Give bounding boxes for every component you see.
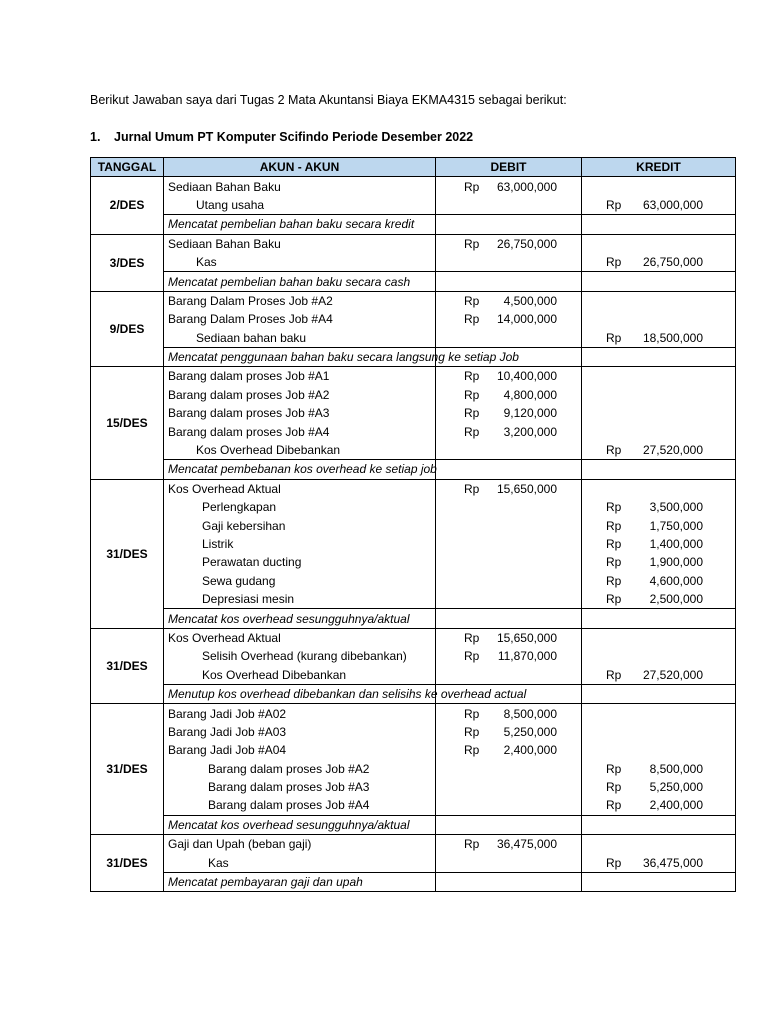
currency-label: Rp <box>464 387 480 402</box>
journal-entry-row <box>91 177 736 196</box>
account-name: Gaji kebersihan <box>164 516 436 534</box>
credit-cell <box>582 778 736 796</box>
credit-cell <box>582 535 736 553</box>
credit-value: 27,520,000 <box>642 667 703 682</box>
credit-cell <box>582 310 736 328</box>
account-name: Kos Overhead Dibebankan <box>164 441 436 460</box>
debit-cell <box>436 741 582 759</box>
credit-amount <box>586 517 731 535</box>
debit-cell <box>436 177 582 196</box>
debit-cell <box>436 329 582 348</box>
currency-label: Rp <box>606 197 622 212</box>
debit-amount <box>440 835 577 853</box>
empty-credit-cell <box>582 272 736 291</box>
intro-text: Berikut Jawaban saya dari Tugas 2 Mata Akuntansi Biaya EKMA4315 sebagai berikut: <box>90 93 567 107</box>
debit-amount <box>440 404 577 422</box>
debit-cell <box>436 367 582 386</box>
credit-cell <box>582 329 736 348</box>
empty-debit-cell <box>436 215 582 234</box>
currency-label: Rp <box>606 330 622 345</box>
debit-amount <box>440 386 577 404</box>
debit-amount <box>440 423 577 441</box>
currency-label: Rp <box>606 500 622 515</box>
credit-amount <box>586 441 731 459</box>
credit-cell <box>582 666 736 685</box>
currency-label: Rp <box>464 424 480 439</box>
journal-entry-row <box>91 853 736 872</box>
credit-cell <box>582 479 736 498</box>
journal-body <box>91 177 736 892</box>
journal-entry-row <box>91 329 736 348</box>
debit-value: 4,500,000 <box>503 293 557 308</box>
account-name: Barang dalam proses Job #A3 <box>164 404 436 422</box>
account-name: Kos Overhead Aktual <box>164 479 436 498</box>
account-name: Sediaan Bahan Baku <box>164 177 436 196</box>
debit-cell <box>436 590 582 609</box>
account-name: Sediaan Bahan Baku <box>164 234 436 253</box>
credit-cell <box>582 404 736 422</box>
account-name: Barang Jadi Job #A02 <box>164 704 436 723</box>
journal-entry-row <box>91 647 736 665</box>
journal-entry-row <box>91 835 736 854</box>
account-name: Barang dalam proses Job #A2 <box>164 760 436 778</box>
debit-cell <box>436 498 582 516</box>
debit-cell <box>436 479 582 498</box>
debit-value: 3,200,000 <box>503 424 557 439</box>
debit-amount <box>440 310 577 328</box>
currency-label: Rp <box>464 406 480 421</box>
journal-entry-row <box>91 498 736 516</box>
currency-label: Rp <box>464 293 480 308</box>
debit-amount <box>440 480 577 498</box>
empty-credit-cell <box>582 872 736 891</box>
empty-credit-cell <box>582 215 736 234</box>
journal-entry-row <box>91 404 736 422</box>
description-row <box>91 872 736 891</box>
debit-cell <box>436 760 582 778</box>
empty-debit-cell <box>436 815 582 834</box>
entry-description: Mencatat pembayaran gaji dan upah <box>164 872 436 891</box>
credit-value: 26,750,000 <box>642 255 703 270</box>
account-name: Perawatan ducting <box>164 553 436 571</box>
account-name: Kos Overhead Aktual <box>164 628 436 647</box>
credit-amount <box>586 666 731 684</box>
currency-label: Rp <box>464 630 480 645</box>
journal-entry-row <box>91 778 736 796</box>
journal-entry-row <box>91 253 736 272</box>
credit-value: 27,520,000 <box>642 443 703 458</box>
currency-label: Rp <box>464 743 480 758</box>
empty-debit-cell <box>436 872 582 891</box>
empty-credit-cell <box>582 684 736 703</box>
account-name: Perlengkapan <box>164 498 436 516</box>
credit-amount <box>586 196 731 214</box>
debit-cell <box>436 553 582 571</box>
debit-cell <box>436 291 582 310</box>
credit-cell <box>582 234 736 253</box>
empty-debit-cell <box>436 272 582 291</box>
account-name: Barang Jadi Job #A03 <box>164 723 436 741</box>
credit-value: 3,500,000 <box>649 500 703 515</box>
entry-description: Mencatat pembelian bahan baku secara kredit <box>164 215 436 234</box>
currency-label: Rp <box>606 855 622 870</box>
header-kredit: KREDIT <box>582 158 736 177</box>
account-name: Kos Overhead Dibebankan <box>164 666 436 685</box>
credit-amount <box>586 553 731 571</box>
debit-value: 15,650,000 <box>496 630 557 645</box>
currency-label: Rp <box>606 537 622 551</box>
currency-label: Rp <box>464 724 480 739</box>
debit-cell <box>436 441 582 460</box>
currency-label: Rp <box>606 518 622 533</box>
debit-amount <box>440 741 577 759</box>
credit-cell <box>582 723 736 741</box>
entry-date: 31/DES <box>91 479 164 628</box>
debit-cell <box>436 796 582 815</box>
debit-value: 63,000,000 <box>496 179 557 194</box>
debit-amount <box>440 367 577 385</box>
description-row <box>91 460 736 479</box>
empty-debit-cell <box>436 609 582 628</box>
debit-amount <box>440 292 577 310</box>
credit-value: 36,475,000 <box>642 855 703 870</box>
debit-value: 15,650,000 <box>496 481 557 496</box>
journal-entry-row <box>91 291 736 310</box>
currency-label: Rp <box>464 236 480 251</box>
debit-value: 10,400,000 <box>496 369 557 384</box>
debit-cell <box>436 422 582 440</box>
empty-credit-cell <box>582 815 736 834</box>
account-name: Barang dalam proses Job #A2 <box>164 386 436 404</box>
credit-value: 18,500,000 <box>642 330 703 345</box>
credit-amount <box>586 572 731 590</box>
account-name: Sediaan bahan baku <box>164 329 436 348</box>
debit-cell <box>436 723 582 741</box>
credit-cell <box>582 760 736 778</box>
debit-cell <box>436 516 582 534</box>
credit-cell <box>582 553 736 571</box>
journal-entry-row <box>91 553 736 571</box>
header-tanggal: TANGGAL <box>91 158 164 177</box>
currency-label: Rp <box>464 649 480 664</box>
credit-amount <box>586 760 731 778</box>
debit-cell <box>436 310 582 328</box>
credit-value: 2,500,000 <box>649 592 703 607</box>
debit-amount <box>440 629 577 647</box>
credit-value: 1,900,000 <box>649 555 703 570</box>
credit-cell <box>582 196 736 215</box>
entry-description: Menutup kos overhead dibebankan dan selisihs ke overhead actual <box>164 684 436 703</box>
description-row <box>91 609 736 628</box>
description-row <box>91 815 736 834</box>
table-header-row <box>91 158 736 177</box>
debit-cell <box>436 196 582 215</box>
description-row <box>91 272 736 291</box>
credit-cell <box>582 253 736 272</box>
credit-cell <box>582 704 736 723</box>
credit-value: 8,500,000 <box>649 761 703 776</box>
journal-entry-row <box>91 422 736 440</box>
credit-cell <box>582 422 736 440</box>
section-number: 1. <box>90 130 101 144</box>
credit-amount <box>586 329 731 347</box>
debit-value: 11,870,000 <box>497 649 557 664</box>
debit-value: 36,475,000 <box>496 837 557 852</box>
currency-label: Rp <box>464 179 480 194</box>
credit-amount <box>586 253 731 271</box>
debit-value: 14,000,000 <box>496 312 557 327</box>
header-akun: AKUN - AKUN <box>164 158 436 177</box>
entry-date: 3/DES <box>91 234 164 291</box>
debit-value: 5,250,000 <box>503 724 557 739</box>
debit-amount <box>440 647 577 665</box>
account-name: Sewa gudang <box>164 572 436 590</box>
credit-amount <box>586 796 731 814</box>
debit-cell <box>436 234 582 253</box>
journal-entry-row <box>91 234 736 253</box>
currency-label: Rp <box>606 761 622 776</box>
journal-entry-row <box>91 479 736 498</box>
credit-cell <box>582 590 736 609</box>
debit-value: 2,400,000 <box>503 743 557 758</box>
journal-entry-row <box>91 704 736 723</box>
credit-cell <box>582 796 736 815</box>
credit-value: 1,400,000 <box>649 537 703 551</box>
currency-label: Rp <box>606 573 622 588</box>
journal-entry-row <box>91 441 736 460</box>
debit-value: 8,500,000 <box>503 706 557 721</box>
credit-cell <box>582 386 736 404</box>
debit-amount <box>440 235 577 253</box>
header-debit: DEBIT <box>436 158 582 177</box>
credit-value: 1,750,000 <box>649 518 703 533</box>
entry-description: Mencatat pembebanan kos overhead ke setiap job <box>164 460 436 479</box>
empty-debit-cell <box>436 460 582 479</box>
journal-entry-row <box>91 741 736 759</box>
journal-entry-row <box>91 196 736 215</box>
journal-entry-row <box>91 572 736 590</box>
debit-cell <box>436 253 582 272</box>
journal-entry-row <box>91 666 736 685</box>
credit-cell <box>582 177 736 196</box>
account-name: Kas <box>164 853 436 872</box>
description-row <box>91 215 736 234</box>
credit-value: 4,600,000 <box>649 573 703 588</box>
account-name: Barang dalam proses Job #A3 <box>164 778 436 796</box>
account-name: Utang usaha <box>164 196 436 215</box>
journal-entry-row <box>91 760 736 778</box>
debit-value: 26,750,000 <box>496 236 557 251</box>
entry-description: Mencatat penggunaan bahan baku secara langsung ke setiap Job <box>164 347 436 366</box>
credit-cell <box>582 647 736 665</box>
account-name: Depresiasi mesin <box>164 590 436 609</box>
section-heading <box>90 130 473 144</box>
credit-cell <box>582 441 736 460</box>
debit-cell <box>436 704 582 723</box>
journal-entry-row <box>91 367 736 386</box>
credit-value: 5,250,000 <box>649 780 703 795</box>
account-name: Barang Jadi Job #A04 <box>164 741 436 759</box>
credit-value: 63,000,000 <box>642 197 703 212</box>
credit-cell <box>582 498 736 516</box>
currency-label: Rp <box>606 443 622 458</box>
debit-cell <box>436 628 582 647</box>
journal-entry-row <box>91 723 736 741</box>
currency-label: Rp <box>606 255 622 270</box>
description-row <box>91 347 736 366</box>
journal-entry-row <box>91 386 736 404</box>
journal-entry-row <box>91 516 736 534</box>
credit-amount <box>586 590 731 608</box>
account-name: Barang dalam proses Job #A4 <box>164 796 436 815</box>
entry-date: 31/DES <box>91 704 164 835</box>
entry-description: Mencatat pembelian bahan baku secara cash <box>164 272 436 291</box>
section-title: Jurnal Umum PT Komputer Scifindo Periode Desember 2022 <box>114 130 474 144</box>
credit-cell <box>582 628 736 647</box>
credit-amount <box>586 854 731 872</box>
credit-cell <box>582 291 736 310</box>
debit-cell <box>436 647 582 665</box>
currency-label: Rp <box>464 369 480 384</box>
empty-credit-cell <box>582 609 736 628</box>
currency-label: Rp <box>606 798 622 813</box>
empty-credit-cell <box>582 460 736 479</box>
entry-date: 9/DES <box>91 291 164 367</box>
debit-amount <box>440 723 577 741</box>
currency-label: Rp <box>464 481 480 496</box>
currency-label: Rp <box>464 312 480 327</box>
account-name: Barang dalam proses Job #A1 <box>164 367 436 386</box>
currency-label: Rp <box>606 667 622 682</box>
debit-cell <box>436 778 582 796</box>
account-name: Gaji dan Upah (beban gaji) <box>164 835 436 854</box>
account-name: Selisih Overhead (kurang dibebankan) <box>164 647 436 665</box>
currency-label: Rp <box>464 706 480 721</box>
debit-cell <box>436 386 582 404</box>
credit-cell <box>582 572 736 590</box>
journal-entry-row <box>91 590 736 609</box>
account-name: Kas <box>164 253 436 272</box>
credit-value: 2,400,000 <box>649 798 703 813</box>
debit-cell <box>436 853 582 872</box>
journal-entry-row <box>91 796 736 815</box>
credit-cell <box>582 853 736 872</box>
account-name: Listrik <box>164 535 436 553</box>
entry-date: 15/DES <box>91 367 164 479</box>
debit-cell <box>436 404 582 422</box>
credit-cell <box>582 741 736 759</box>
debit-amount <box>440 178 577 196</box>
credit-cell <box>582 367 736 386</box>
description-row <box>91 684 736 703</box>
empty-credit-cell <box>582 347 736 366</box>
debit-amount <box>440 705 577 723</box>
currency-label: Rp <box>464 837 480 852</box>
entry-description: Mencatat kos overhead sesungguhnya/aktual <box>164 609 436 628</box>
journal-table <box>90 157 736 892</box>
debit-cell <box>436 835 582 854</box>
credit-cell <box>582 835 736 854</box>
journal-entry-row <box>91 535 736 553</box>
account-name: Barang Dalam Proses Job #A2 <box>164 291 436 310</box>
entry-date: 2/DES <box>91 177 164 234</box>
credit-amount <box>586 778 731 796</box>
debit-cell <box>436 572 582 590</box>
debit-value: 4,800,000 <box>503 387 557 402</box>
journal-entry-row <box>91 310 736 328</box>
entry-date: 31/DES <box>91 835 164 892</box>
debit-cell <box>436 666 582 685</box>
credit-amount <box>586 535 731 553</box>
account-name: Barang dalam proses Job #A4 <box>164 422 436 440</box>
journal-entry-row <box>91 628 736 647</box>
currency-label: Rp <box>606 555 622 570</box>
credit-cell <box>582 516 736 534</box>
currency-label: Rp <box>606 780 622 795</box>
entry-date: 31/DES <box>91 628 164 704</box>
debit-cell <box>436 535 582 553</box>
entry-description: Mencatat kos overhead sesungguhnya/aktual <box>164 815 436 834</box>
credit-amount <box>586 498 731 516</box>
currency-label: Rp <box>606 592 622 607</box>
debit-value: 9,120,000 <box>503 406 557 421</box>
account-name: Barang Dalam Proses Job #A4 <box>164 310 436 328</box>
